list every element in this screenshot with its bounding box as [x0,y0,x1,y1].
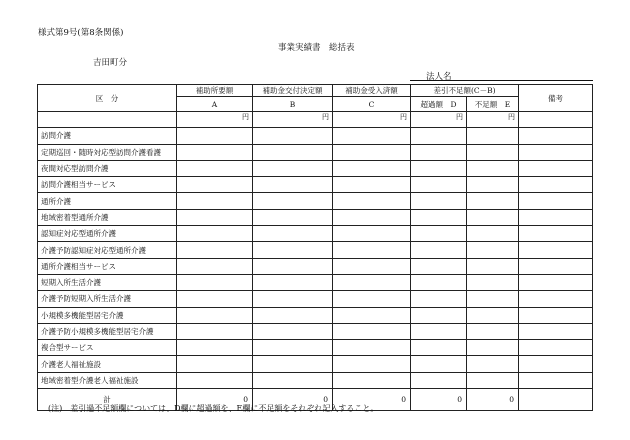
table-row [38,356,593,372]
total-remarks[interactable] [519,389,593,411]
remarks-cell[interactable] [519,274,593,290]
amount-cell-a[interactable] [177,307,253,323]
total-a: 0 [177,389,253,411]
table-row [38,258,593,274]
amount-cell-a[interactable] [177,226,253,242]
total-d: 0 [411,389,467,411]
yen-unit-d: 円 [411,112,467,128]
table-row [38,307,593,323]
amount-cell-b[interactable] [253,144,333,160]
row-label: 短期入所生活介護 [38,274,177,290]
amount-cell-b[interactable] [253,372,333,388]
amount-cell-a[interactable] [177,177,253,193]
footnote: (注) 差引過不足額欄については、D欄に超過額を、E欄に不足額をそれぞれ記入すること。 [48,404,379,413]
amount-cell-c[interactable] [333,226,411,242]
amount-cell-e[interactable] [467,144,519,160]
header-over: 超過額 D [411,97,467,112]
yen-unit-c: 円 [333,112,411,128]
amount-cell-d[interactable] [411,226,467,242]
amount-cell-a[interactable] [177,144,253,160]
row-label: 訪問介護 [38,128,177,144]
yen-unit-b: 円 [253,112,333,128]
row-label: 夜間対応型訪問介護 [38,160,177,176]
remarks-cell[interactable] [519,193,593,209]
row-label: 介護老人福祉施設 [38,356,177,372]
remarks-cell[interactable] [519,128,593,144]
amount-cell-b[interactable] [253,209,333,225]
amount-cell-e[interactable] [467,372,519,388]
row-label: 訪問介護相当サービス [38,177,177,193]
amount-cell-a[interactable] [177,291,253,307]
form-number: 様式第9号(第8条関係) [38,28,124,38]
amount-cell-c[interactable] [333,128,411,144]
yen-unit-e: 円 [467,112,519,128]
amount-cell-e[interactable] [467,356,519,372]
amount-cell-a[interactable] [177,160,253,176]
row-label: 定期巡回・随時対応型訪問介護看護 [38,144,177,160]
remarks-cell[interactable] [519,144,593,160]
table-row [38,177,593,193]
remarks-cell[interactable] [519,242,593,258]
amount-cell-b[interactable] [253,323,333,339]
amount-cell-b[interactable] [253,242,333,258]
total-e: 0 [467,389,519,411]
table-row [38,372,593,388]
table-row [38,291,593,307]
table-row [38,340,593,356]
total-b: 0 [253,389,333,411]
amount-cell-e[interactable] [467,177,519,193]
remarks-cell[interactable] [519,372,593,388]
amount-cell-d[interactable] [411,356,467,372]
header-col-a-letter: A [177,97,253,112]
town-name: 吉田町分 [93,58,128,68]
amount-cell-b[interactable] [253,177,333,193]
amount-cell-c[interactable] [333,177,411,193]
remarks-cell[interactable] [519,226,593,242]
amount-cell-c[interactable] [333,242,411,258]
amount-cell-a[interactable] [177,274,253,290]
amount-cell-d[interactable] [411,258,467,274]
remarks-cell[interactable] [519,112,593,128]
header-col-b-letter: B [253,97,333,112]
amount-cell-a[interactable] [177,372,253,388]
header-col-c-letter: C [333,97,411,112]
amount-cell-d[interactable] [411,323,467,339]
row-label [38,112,177,128]
remarks-cell[interactable] [519,323,593,339]
amount-cell-c[interactable] [333,144,411,160]
remarks-cell[interactable] [519,340,593,356]
amount-cell-a[interactable] [177,340,253,356]
amount-cell-d[interactable] [411,242,467,258]
amount-cell-a[interactable] [177,323,253,339]
remarks-cell[interactable] [519,258,593,274]
table-row [38,323,593,339]
amount-cell-e[interactable] [467,291,519,307]
amount-cell-d[interactable] [411,128,467,144]
amount-cell-e[interactable] [467,242,519,258]
header-diff: 差引不足額(C－B) [411,85,519,97]
amount-cell-c[interactable] [333,291,411,307]
amount-cell-d[interactable] [411,372,467,388]
remarks-cell[interactable] [519,307,593,323]
header-col-a: 補助所要額 [177,85,253,97]
amount-cell-e[interactable] [467,128,519,144]
amount-cell-e[interactable] [467,193,519,209]
amount-cell-b[interactable] [253,160,333,176]
amount-cell-d[interactable] [411,193,467,209]
amount-cell-e[interactable] [467,258,519,274]
amount-cell-d[interactable] [411,177,467,193]
row-label: 通所介護 [38,193,177,209]
row-label: 通所介護相当サービス [38,258,177,274]
amount-cell-c[interactable] [333,372,411,388]
amount-cell-d[interactable] [411,340,467,356]
amount-cell-e[interactable] [467,307,519,323]
amount-cell-d[interactable] [411,160,467,176]
amount-cell-c[interactable] [333,258,411,274]
table-row [38,226,593,242]
header-col-c: 補助金受入済額 [333,85,411,97]
table-row [38,160,593,176]
amount-cell-a[interactable] [177,258,253,274]
table-row [38,144,593,160]
amount-cell-b[interactable] [253,356,333,372]
table-row [38,242,593,258]
amount-cell-d[interactable] [411,307,467,323]
header-under: 不足額 E [467,97,519,112]
total-label: 計 [38,389,177,411]
amount-cell-c[interactable] [333,356,411,372]
amount-cell-b[interactable] [253,128,333,144]
amount-cell-b[interactable] [253,226,333,242]
amount-cell-b[interactable] [253,258,333,274]
amount-cell-c[interactable] [333,274,411,290]
remarks-cell[interactable] [519,209,593,225]
amount-cell-c[interactable] [333,340,411,356]
amount-cell-b[interactable] [253,307,333,323]
amount-cell-d[interactable] [411,209,467,225]
row-label: 介護予防短期入所生活介護 [38,291,177,307]
amount-cell-a[interactable] [177,128,253,144]
amount-cell-c[interactable] [333,193,411,209]
amount-cell-b[interactable] [253,340,333,356]
header-remarks: 備考 [519,85,593,112]
row-label: 複合型サービス [38,340,177,356]
amount-cell-b[interactable] [253,274,333,290]
document-title: 事業実績書 総括表 [278,43,355,53]
row-label: 認知症対応型通所介護 [38,226,177,242]
amount-cell-c[interactable] [333,160,411,176]
amount-cell-e[interactable] [467,209,519,225]
row-label: 介護予防小規模多機能型居宅介護 [38,323,177,339]
amount-cell-e[interactable] [467,323,519,339]
remarks-cell[interactable] [519,160,593,176]
amount-cell-c[interactable] [333,209,411,225]
amount-cell-e[interactable] [467,274,519,290]
table-row [38,209,593,225]
amount-cell-a[interactable] [177,209,253,225]
amount-cell-d[interactable] [411,274,467,290]
table-row [38,128,593,144]
row-label: 小規模多機能型居宅介護 [38,307,177,323]
remarks-cell[interactable] [519,356,593,372]
amount-cell-c[interactable] [333,307,411,323]
total-c: 0 [333,389,411,411]
table-row [38,274,593,290]
amount-cell-e[interactable] [467,160,519,176]
amount-cell-a[interactable] [177,356,253,372]
remarks-cell[interactable] [519,177,593,193]
amount-cell-b[interactable] [253,291,333,307]
table-row [38,112,593,128]
header-col-b: 補助金交付決定額 [253,85,333,97]
corporation-name-line[interactable] [410,80,593,81]
amount-cell-b[interactable] [253,193,333,209]
row-label: 地域密着型介護老人福祉施設 [38,372,177,388]
amount-cell-a[interactable] [177,193,253,209]
yen-unit-a: 円 [177,112,253,128]
amount-cell-e[interactable] [467,340,519,356]
corporation-label: 法人名 [426,72,452,82]
remarks-cell[interactable] [519,291,593,307]
row-label: 介護予防認知症対応型通所介護 [38,242,177,258]
amount-cell-a[interactable] [177,242,253,258]
amount-cell-d[interactable] [411,144,467,160]
amount-cell-e[interactable] [467,226,519,242]
amount-cell-c[interactable] [333,323,411,339]
header-category: 区 分 [38,85,177,112]
summary-table [37,84,593,411]
row-label: 地域密着型通所介護 [38,209,177,225]
amount-cell-d[interactable] [411,291,467,307]
table-row [38,193,593,209]
